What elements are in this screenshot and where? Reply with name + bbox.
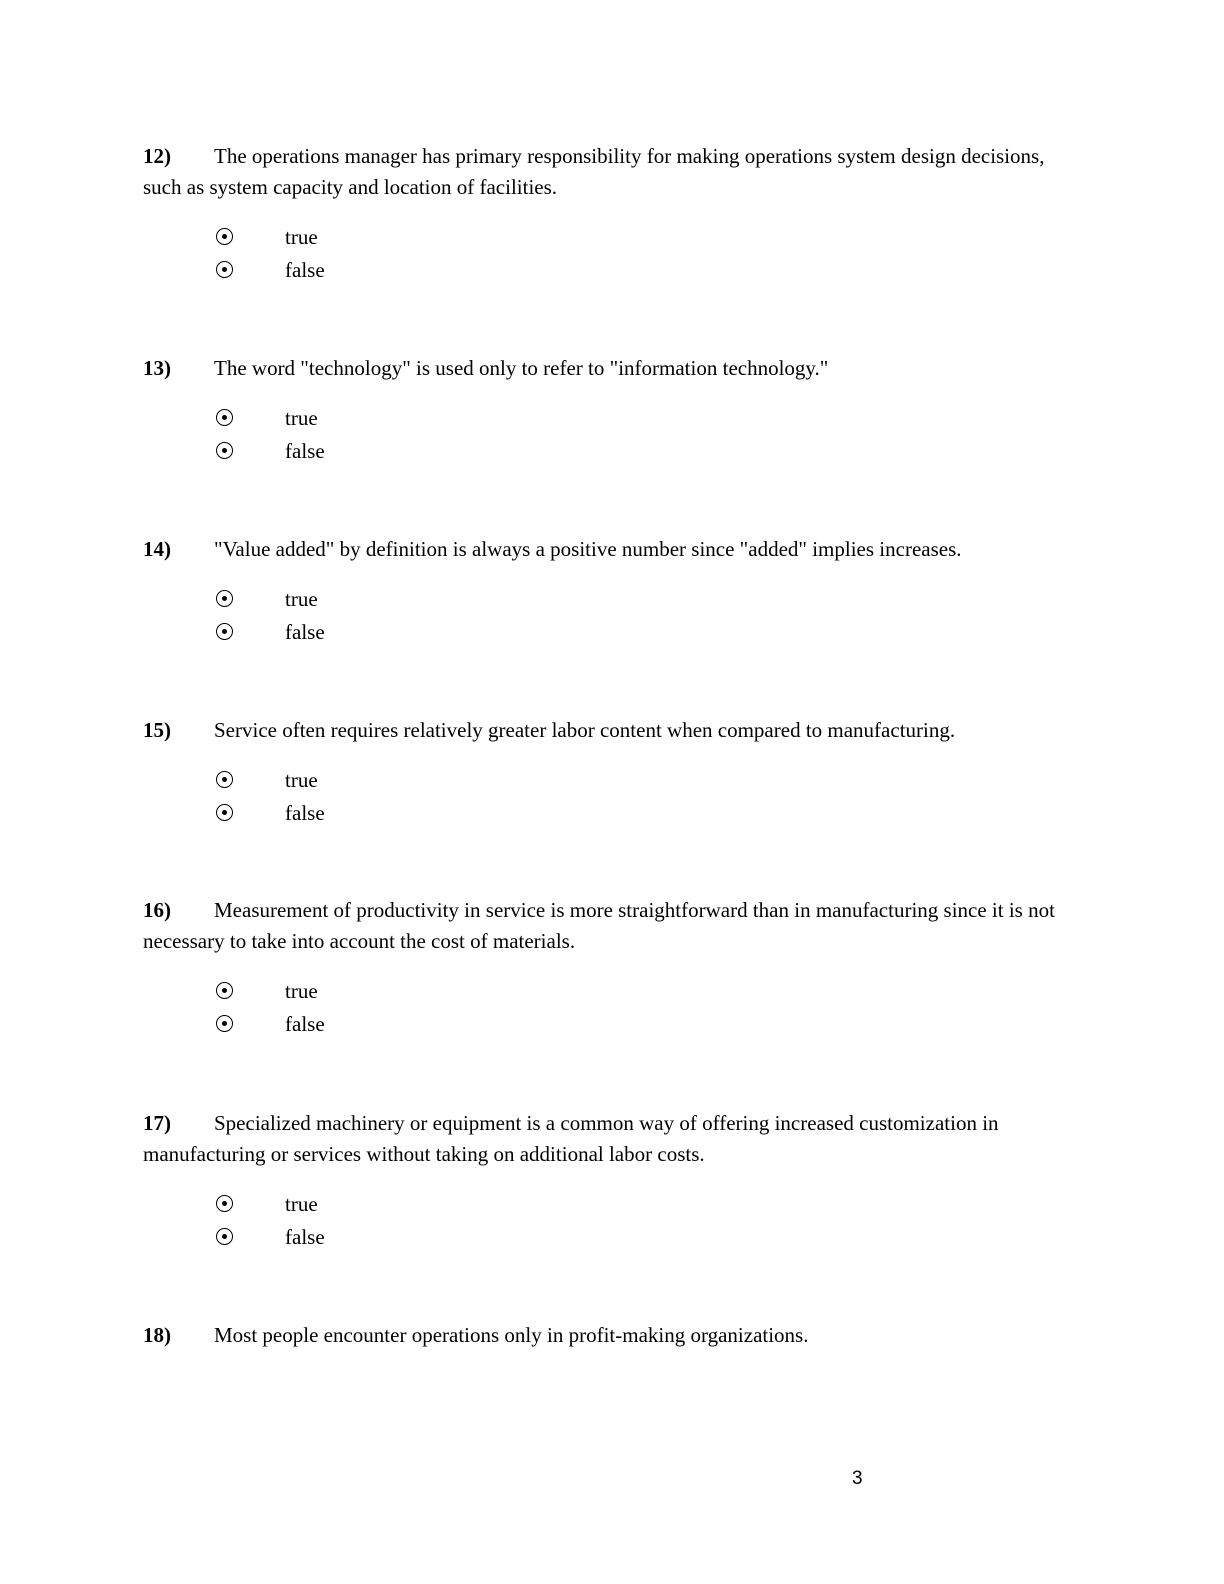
option-false[interactable] <box>143 254 1073 287</box>
question-text <box>143 534 1073 565</box>
answer-options <box>143 975 1073 1041</box>
question-14 <box>143 534 1073 649</box>
question-text <box>143 141 1073 203</box>
question-text <box>143 895 1073 957</box>
question-prompt: The operations manager has primary responsibility for making operations system design decisions, such as system capacity and location of facilities. <box>143 144 1045 199</box>
option-true[interactable] <box>143 764 1073 797</box>
radio-button-icon[interactable] <box>216 442 233 459</box>
question-number: 12) <box>143 144 171 168</box>
option-label: true <box>285 768 318 792</box>
option-false[interactable] <box>143 1221 1073 1254</box>
option-false[interactable] <box>143 1008 1073 1041</box>
answer-options <box>143 583 1073 649</box>
option-true[interactable] <box>143 975 1073 1008</box>
question-12 <box>143 141 1073 287</box>
question-prompt: Most people encounter operations only in profit-making organizations. <box>214 1323 809 1347</box>
radio-button-icon[interactable] <box>216 804 233 821</box>
option-label: true <box>285 1192 318 1216</box>
question-text <box>143 353 1073 384</box>
question-prompt: Specialized machinery or equipment is a common way of offering increased customization in manufacturing or services without taking on additional labor costs. <box>143 1111 999 1166</box>
option-label: false <box>285 439 325 463</box>
answer-options <box>143 1188 1073 1254</box>
option-false[interactable] <box>143 616 1073 649</box>
option-true[interactable] <box>143 1188 1073 1221</box>
question-18 <box>143 1320 1073 1351</box>
option-label: false <box>285 801 325 825</box>
option-label: false <box>285 620 325 644</box>
question-number: 15) <box>143 718 171 742</box>
radio-button-icon[interactable] <box>216 1195 233 1212</box>
option-label: false <box>285 1012 325 1036</box>
question-number: 16) <box>143 898 171 922</box>
question-17 <box>143 1108 1073 1254</box>
option-label: false <box>285 1225 325 1249</box>
option-true[interactable] <box>143 583 1073 616</box>
radio-button-icon[interactable] <box>216 228 233 245</box>
option-false[interactable] <box>143 797 1073 830</box>
option-label: true <box>285 225 318 249</box>
radio-button-icon[interactable] <box>216 771 233 788</box>
page-number: 3 <box>852 1468 863 1489</box>
option-true[interactable] <box>143 221 1073 254</box>
option-label: true <box>285 979 318 1003</box>
question-prompt: "Value added" by definition is always a positive number since "added" implies increases. <box>214 537 962 561</box>
question-16 <box>143 895 1073 1041</box>
option-label: true <box>285 587 318 611</box>
radio-button-icon[interactable] <box>216 409 233 426</box>
option-label: false <box>285 258 325 282</box>
option-false[interactable] <box>143 435 1073 468</box>
option-true[interactable] <box>143 402 1073 435</box>
question-text <box>143 715 1073 746</box>
radio-button-icon[interactable] <box>216 1015 233 1032</box>
question-prompt: Measurement of productivity in service is more straightforward than in manufacturing since it is not necessary to take into account the cost of materials. <box>143 898 1055 953</box>
answer-options <box>143 402 1073 468</box>
question-prompt: The word "technology" is used only to refer to "information technology." <box>214 356 829 380</box>
option-label: true <box>285 406 318 430</box>
question-number: 14) <box>143 537 171 561</box>
question-number: 18) <box>143 1323 171 1347</box>
answer-options <box>143 764 1073 830</box>
question-prompt: Service often requires relatively greater labor content when compared to manufacturing. <box>214 718 956 742</box>
radio-button-icon[interactable] <box>216 982 233 999</box>
radio-button-icon[interactable] <box>216 623 233 640</box>
question-text <box>143 1108 1073 1170</box>
question-15 <box>143 715 1073 830</box>
question-number: 13) <box>143 356 171 380</box>
question-text <box>143 1320 1073 1351</box>
answer-options <box>143 221 1073 287</box>
radio-button-icon[interactable] <box>216 261 233 278</box>
radio-button-icon[interactable] <box>216 590 233 607</box>
question-number: 17) <box>143 1111 171 1135</box>
radio-button-icon[interactable] <box>216 1228 233 1245</box>
question-13 <box>143 353 1073 468</box>
